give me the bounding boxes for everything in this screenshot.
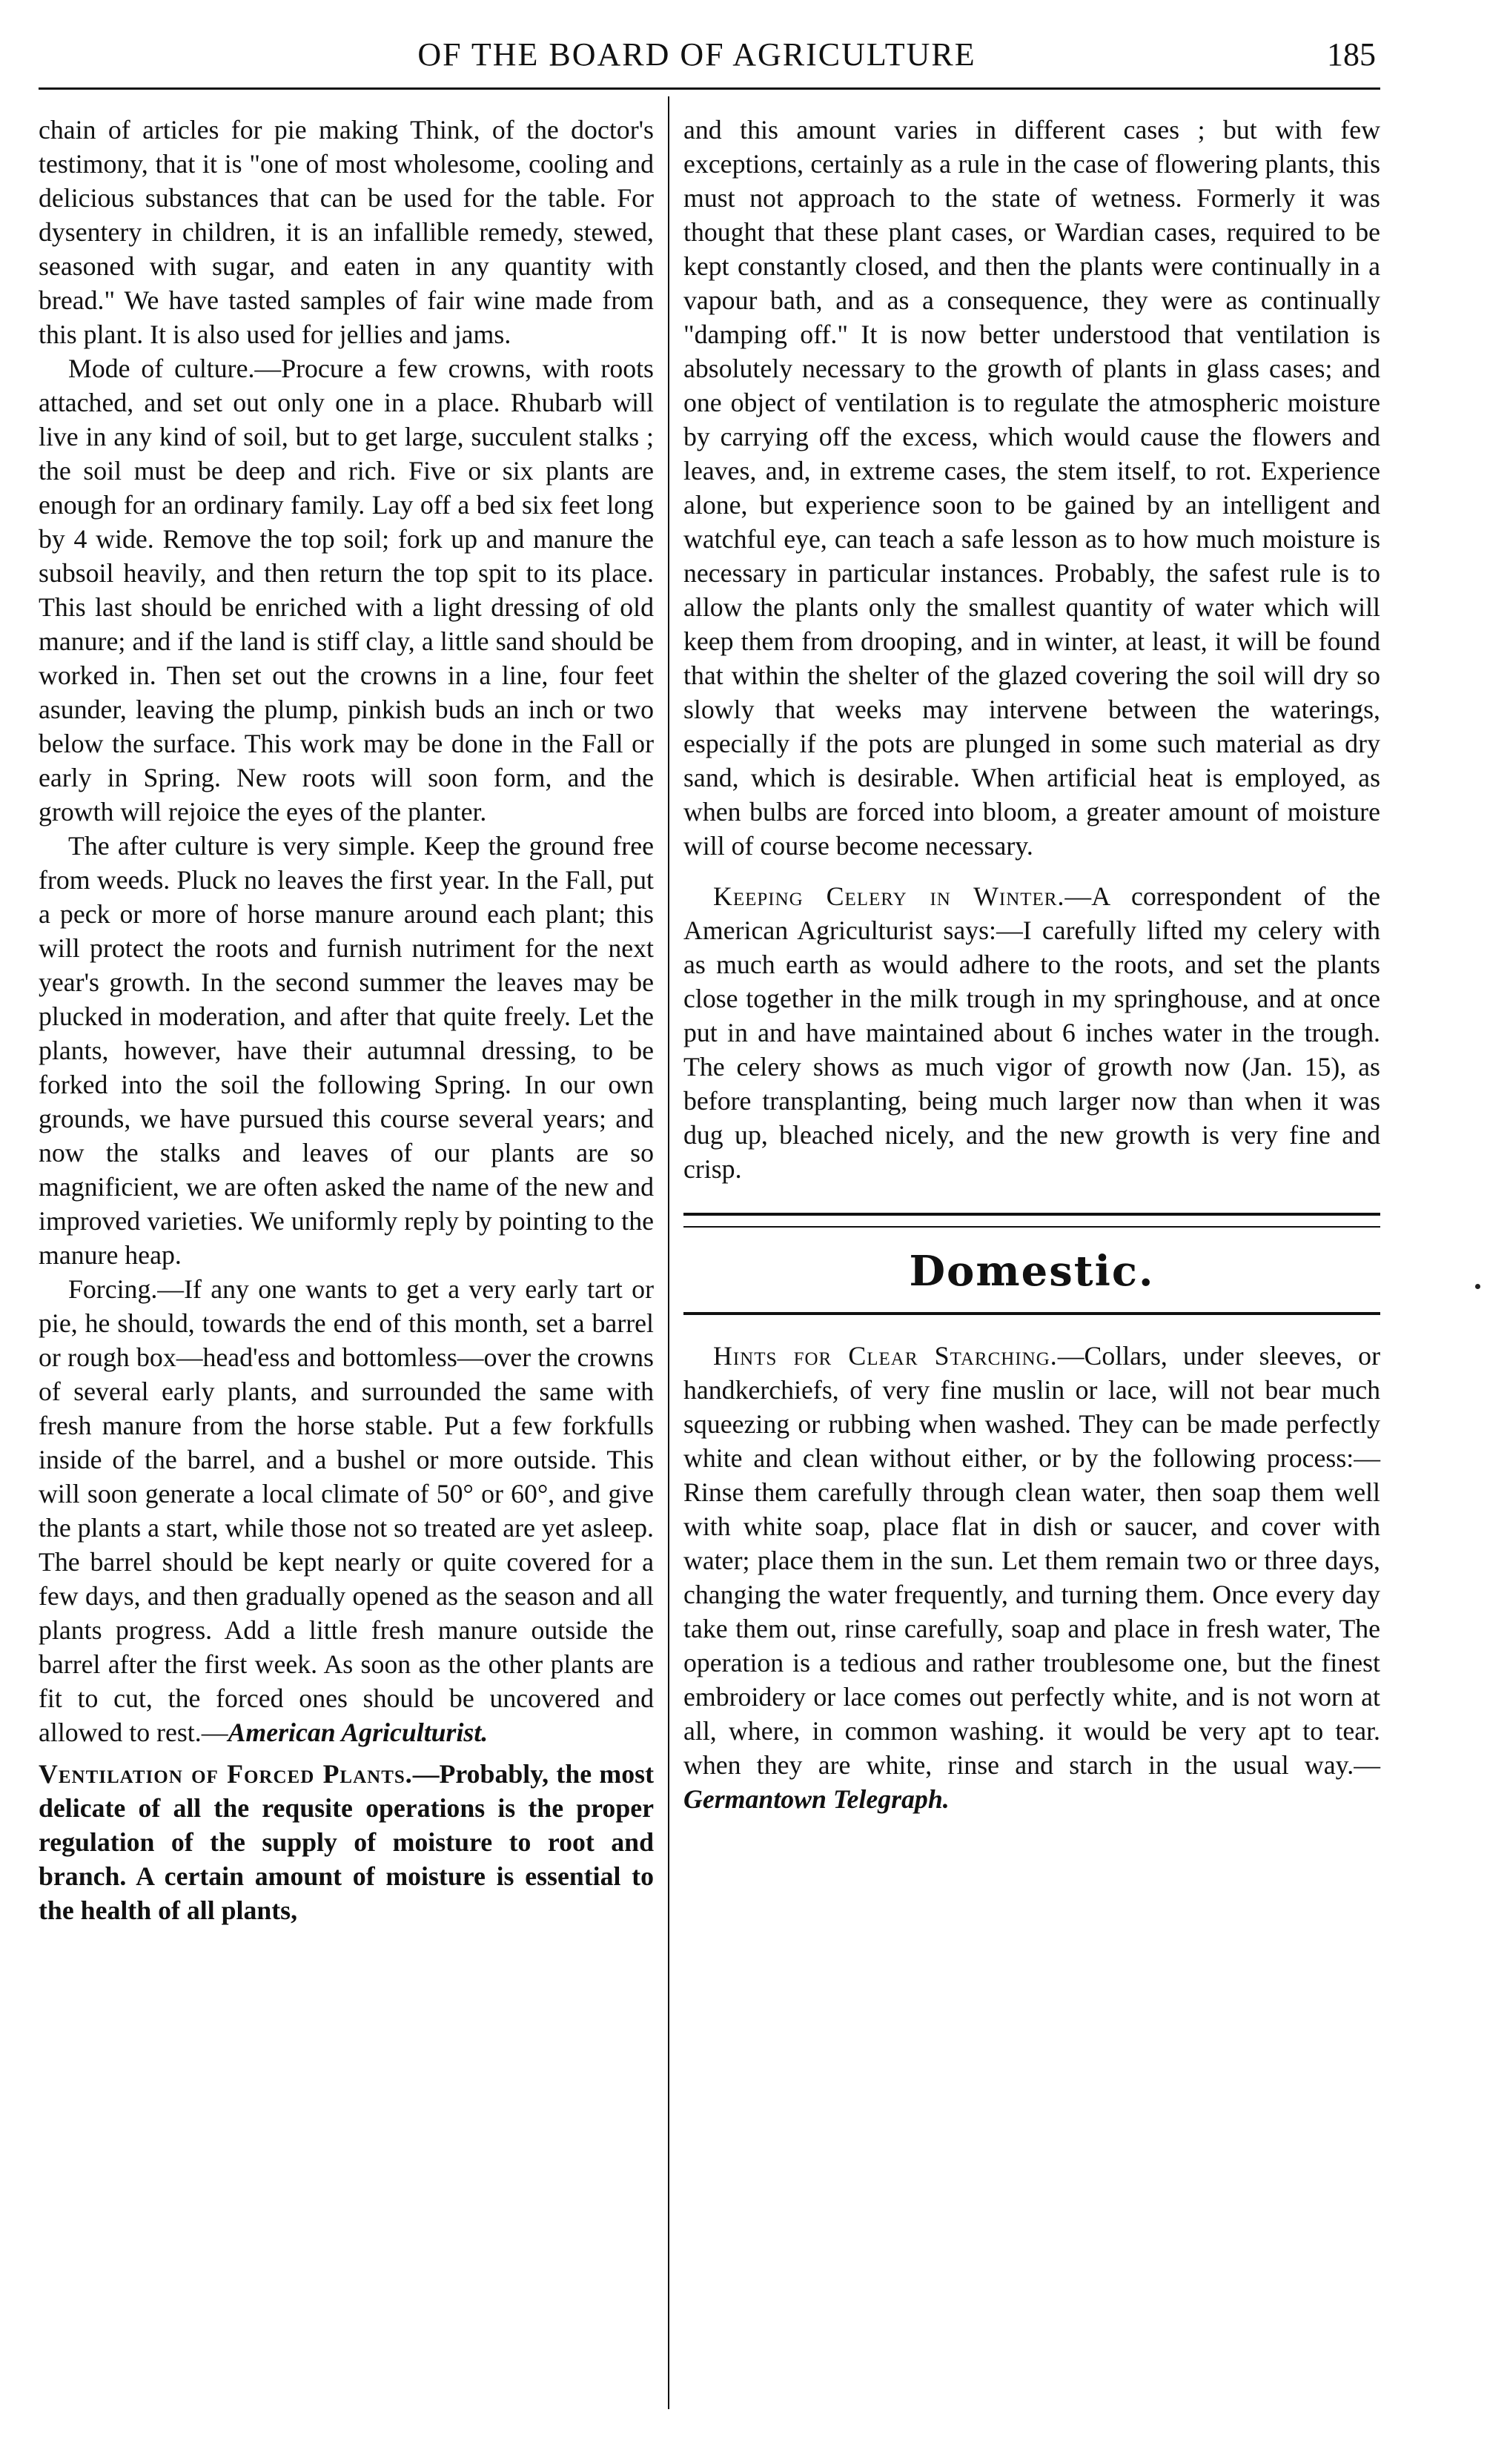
page-number: 185	[1327, 36, 1376, 73]
forcing-paragraph	[39, 1272, 654, 1749]
celery-text: —A correspondent of the American Agriculturist says:—I carefully lifted my celery with as much earth as would adhere to the roots, and set the plants close together in the milk trough in my springhouse, and at once put in and have maintained about 6 inches water in the trough. The celery shows as much vigor of growth now (Jan. 15), as before transplanting, being much larger now than when it was dug up, bleached nicely, and the new growth is very fine and crisp.	[683, 881, 1380, 1184]
rhubarb-pie-paragraph: chain of articles for pie making Think, of the doctor's testimony, that it is "one of most wholesome, cooling and delicious substances that can be used for the table. For dysentery in children, it is an infallible remedy, stewed, seasoned with sugar, and eaten in any quantity with bread." We have tasted samples of fair wine made from this plant. It is also used for jellies and jams.	[39, 115, 654, 349]
section-rule-bottom	[683, 1312, 1380, 1318]
column-divider	[668, 96, 669, 2409]
forcing-text: Forcing.—If any one wants to get a very early tart or pie, he should, towards the end of this month, set a barrel or rough box—head'ess and bottomless—over the crowns of several early plants, and surrounded the same with fresh manure from the horse stable. Put a few forkfulls inside of the barrel, and a bushel or more outside. This will soon generate a local climate of 50° or 60°, and give the plants a start, while those not so treated are yet asleep. The barrel should be kept nearly or quite covered for a few days, and then gradually opened as the season and all plants progress. Add a little fresh manure outside the barrel after the first week. As soon as the other plants are fit to cut, the forced ones should be uncovered and allowed to rest.—	[39, 1274, 655, 1747]
section-rule-top	[683, 1213, 1380, 1228]
running-head	[0, 33, 1487, 77]
forcing-source: American Agriculturist.	[228, 1718, 489, 1747]
celery-heading: Keeping Celery in Winter.	[713, 881, 1065, 911]
ventilation-continued-paragraph: and this amount varies in different cases ; but with few exceptions, certainly as a rule in the case of flowering plants, this must not approach to the state of wetness. Formerly it was thought that these plant cases, or Wardian cases, required to be kept constantly closed, and then the plants were continually in a vapour bath, and as a consequence, they were as continually "damping off." It is now better understood that ventilation is absolutely necessary to the growth of plants in glass cases; and one object of ventilation is to regulate the atmospheric moisture by carrying off the excess, which would cause the flowers and leaves, and, in extreme cases, the stem itself, to rot. Experience alone, but experience soon to be gained by an intelligent and watchful eye, can teach a safe lesson as to how much moisture is necessary in particular instances. Probably, the safest rule is to allow the plants only the smallest quantity of water which will keep them from drooping, and in winter, at least, it will be found that within the shelter of the glazed covering the soil will dry so slowly that weeks may intervene between the waterings, especially if the pots are plunged in some such material as dry sand, which is desirable. When artificial heat is employed, as when bulbs are forced into bloom, a greater amount of moisture will of course become necessary.	[683, 115, 1380, 861]
after-culture-paragraph: The after culture is very simple. Keep the ground free from weeds. Pluck no leaves the first year. In the Fall, put a peck or more of horse manure around each plant; this will protect the roots and furnish nutriment for the next year's growth. In the second summer the leaves may be plucked in moderation, and after that quite freely. Let the plants, however, have their autumnal dressing, to be forked into the soil the following Spring. In our own grounds, we have pursued this course several years; and now the stalks and leaves of our plants are so magnificient, we are often asked the name of the new and improved varieties. We uniformly reply by pointing to the manure heap.	[39, 831, 654, 1270]
running-title: OF THE BOARD OF AGRICULTURE	[417, 36, 976, 73]
starching-heading: Hints for Clear Starching.	[713, 1341, 1058, 1371]
celery-paragraph	[683, 879, 1380, 1186]
rhubarb-culture-paragraph: Mode of culture.—Procure a few crowns, with roots attached, and set out only one in a place. Rhubarb will live in any kind of soil, but to get large, succulent stalks ; the soil must be deep and rich. Five or six plants are enough for an ordinary family. Lay off a bed six feet long by 4 wide. Remove the top soil; fork up and manure the subsoil heavily, and then return the top spit to its place. This last should be enriched with a light dressing of old manure; and if the land is stiff clay, a little sand should be worked in. Then set out the crowns in a line, four feet asunder, leaving the plump, pinkish buds an inch or two below the surface. This work may be done in the Fall or early in Spring. New roots will soon form, and the growth will rejoice the eyes of the planter.	[39, 354, 654, 827]
starching-text: —Collars, under sleeves, or handkerchiefs, of very fine muslin or lace, will not bear much squeezing or rubbing when washed. They can be made perfectly white and clean without either, or by the following process:—Rinse them carefully through clean water, then soap them well with white soap, place flat in dish or saucer, and cover with water; place them in the sun. Let them remain two or three days, changing the water frequently, and turning them. Once every day take them out, rinse carefully, soap and place in fresh water, The operation is a tedious and rather troublesome one, but the finest embroidery or lace comes out perfectly white, and is not worn at all, where, in common washing. it would be very apt to tear. when they are white, rinse and starch in the usual way.—	[683, 1341, 1380, 1780]
header-rule	[39, 87, 1380, 90]
right-column	[683, 113, 1380, 1816]
left-column	[39, 113, 654, 1927]
starching-source: Germantown Telegraph.	[683, 1784, 950, 1814]
section-title: Domestic.	[909, 1247, 1155, 1296]
scan-speck	[1475, 1284, 1480, 1289]
starching-paragraph	[683, 1339, 1380, 1816]
ventilation-heading: Ventilation of Forced Plants.	[39, 1759, 413, 1789]
ventilation-text: —Probably, the most delicate of all the requsite operations is the proper regulation of the supply of moisture to root and branch. A certain amount of moisture is essential to the health of all plants,	[39, 1759, 654, 1925]
ventilation-paragraph	[39, 1757, 654, 1927]
